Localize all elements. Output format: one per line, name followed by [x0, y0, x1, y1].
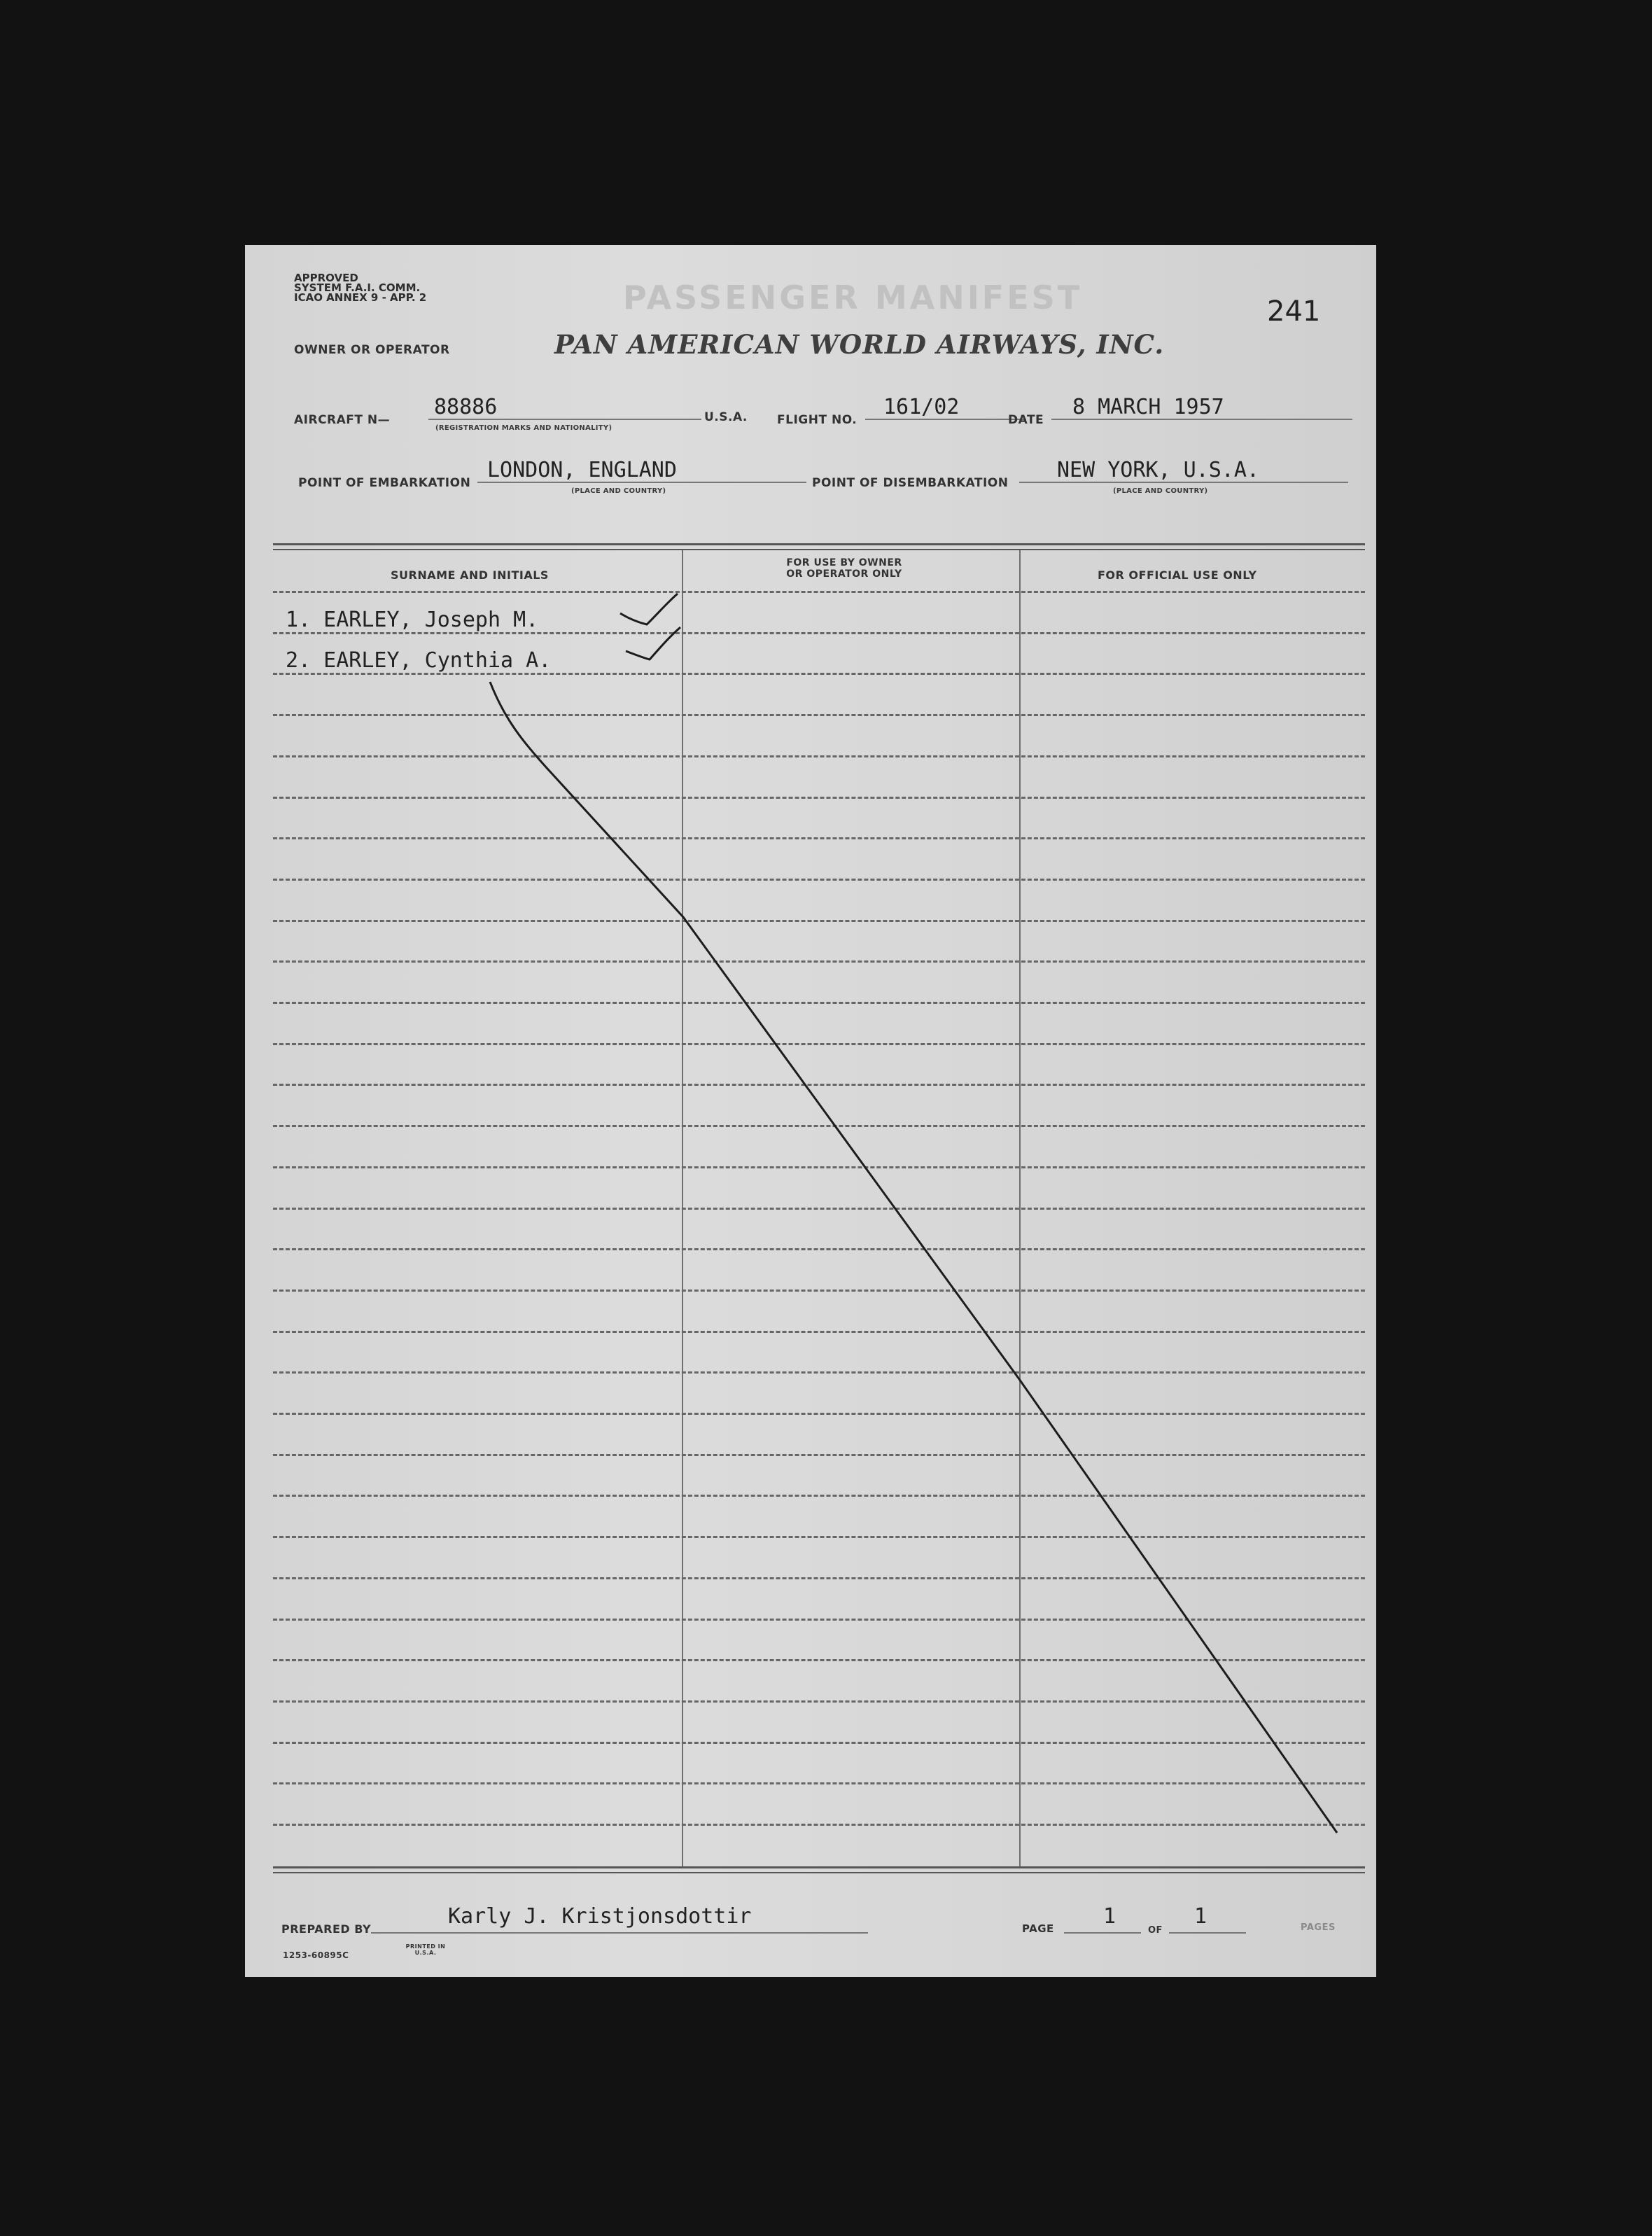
col-header-owner-use-1: FOR USE BY OWNER: [786, 557, 902, 568]
embarkation-label: POINT OF EMBARKATION: [298, 476, 471, 490]
col-header-owner-use-2: OR OPERATOR ONLY: [786, 568, 902, 580]
flight-value: 161/02: [883, 395, 960, 419]
prepared-by-value: Karly J. Kristjonsdottir: [448, 1904, 752, 1929]
prepared-by-label: PREPARED BY: [281, 1922, 372, 1936]
passenger-entry-2: 2. EARLEY, Cynthia A.: [286, 648, 552, 673]
sheet-number: 241: [1267, 295, 1321, 328]
check-mark-2: [626, 627, 680, 659]
page-current: 1: [1103, 1904, 1116, 1929]
owner-label: OWNER OR OPERATOR: [294, 343, 450, 357]
embarkation-sublabel: (PLACE AND COUNTRY): [571, 487, 666, 495]
check-mark-1: [620, 594, 678, 624]
owner-name: PAN AMERICAN WORLD AIRWAYS, INC.: [554, 329, 1165, 360]
disembarkation-sublabel: (PLACE AND COUNTRY): [1113, 487, 1208, 495]
page-total: 1: [1194, 1904, 1208, 1929]
aircraft-country: U.S.A.: [704, 410, 748, 424]
date-value: 8 MARCH 1957: [1072, 395, 1224, 419]
approval-line-2: SYSTEM F.A.I. COMM.: [294, 281, 421, 294]
pages-label: PAGES: [1301, 1922, 1336, 1933]
embarkation-value: LONDON, ENGLAND: [487, 458, 677, 482]
page-label: PAGE: [1022, 1922, 1054, 1935]
flight-label: FLIGHT NO.: [777, 413, 858, 427]
of-label: OF: [1148, 1925, 1163, 1936]
strike-through-line: [490, 682, 1337, 1833]
aircraft-value: 88886: [434, 395, 498, 419]
form-title: PASSENGER MANIFEST: [623, 279, 1083, 316]
date-label: DATE: [1008, 413, 1044, 427]
pen-marks: [245, 245, 1376, 1977]
aircraft-label: AIRCRAFT N—: [294, 413, 391, 427]
form-code: 1253-60895C: [283, 1950, 349, 1960]
manifest-sheet: [245, 245, 1376, 1977]
aircraft-sublabel: (REGISTRATION MARKS AND NATIONALITY): [435, 424, 612, 432]
approval-line-3: ICAO ANNEX 9 - APP. 2: [294, 291, 427, 304]
col-header-official-use: FOR OFFICIAL USE ONLY: [1098, 568, 1257, 582]
printed-label: PRINTED IN U.S.A.: [405, 1943, 446, 1956]
passenger-entry-1: 1. EARLEY, Joseph M.: [286, 608, 539, 632]
disembarkation-label: POINT OF DISEMBARKATION: [812, 476, 1009, 490]
approval-line-1: APPROVED: [294, 272, 358, 284]
col-header-surname: SURNAME AND INITIALS: [391, 568, 549, 582]
disembarkation-value: NEW YORK, U.S.A.: [1057, 458, 1259, 482]
